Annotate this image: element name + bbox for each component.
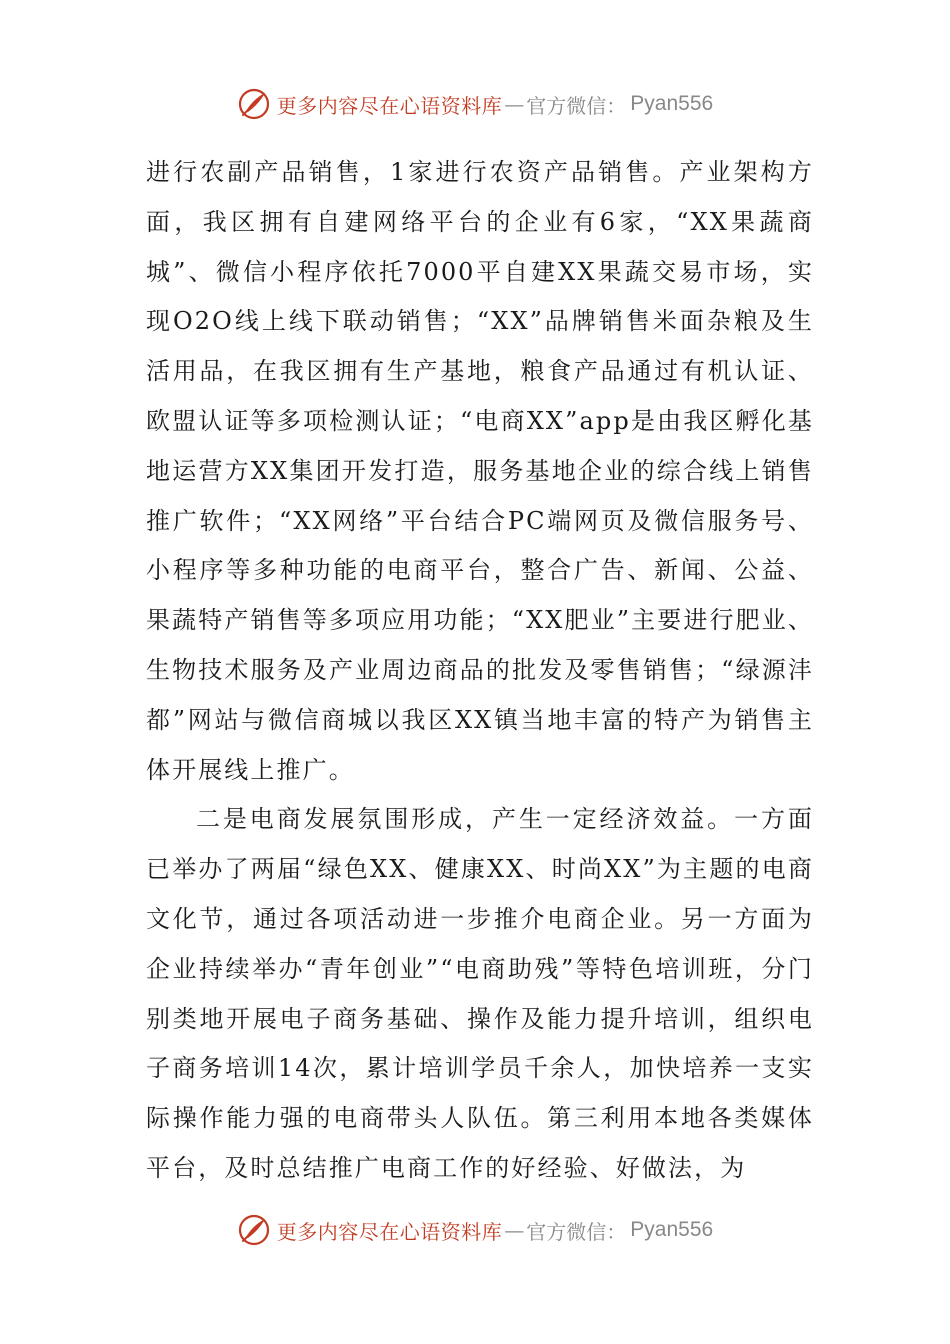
- footer-banner: [0, 1210, 950, 1250]
- header-wechat-label: 官方微信：: [526, 93, 627, 118]
- footer-wechat-label: 官方微信：: [526, 1219, 627, 1244]
- header-brand-text: 更多内容尽在心语资料库: [276, 93, 503, 118]
- footer-wechat-id: Pyan556: [630, 1218, 714, 1241]
- header-wechat-id: Pyan556: [630, 92, 714, 115]
- body-paragraph-1: 进行农副产品销售，1家进行农资产品销售。产业架构方面，我区拥有自建网络平台的企业有6家，“XX果蔬商城”、微信小程序依托7000平自建XX果蔬交易市场，实现O2O线上线下联动销售；“XX”品牌销售米面杂粮及生活用品，在我区拥有生产基地，粮食产品通过有机认证、欧盟认证等多项检测认证；“电商XX”app是由我区孵化基地运营方XX集团开发打造，服务基地企业的综合线上销售推广软件；“XX网络”平台结合PC端网页及微信服务号、小程序等多种功能的电商平台，整合广告、新闻、公益、果蔬特产销售等多项应用功能；“XX肥业”主要进行肥业、生物技术服务及产业周边商品的批发及零售销售；“绿源沣都”网站与微信商城以我区XX镇当地丰富的特产为销售主体开展线上推广。: [146, 158, 814, 784]
- footer-brand-text: 更多内容尽在心语资料库: [276, 1219, 503, 1244]
- footer-dash: —: [504, 1218, 525, 1242]
- header-dash: —: [504, 92, 525, 116]
- document-body: [146, 148, 814, 1194]
- body-paragraph-2: 二是电商发展氛围形成，产生一定经济效益。一方面已举办了两届“绿色XX、健康XX、时尚XX”为主题的电商文化节，通过各项活动进一步推介电商企业。另一方面为企业持续举办“青年创业”“电商助残”等特色培训班，分门别类地开展电子商务基础、操作及能力提升培训，组织电子商务培训14次，累计培训学员千余人，加快培养一支实际操作能力强的电商带头人队伍。第三利用本地各类媒体平台，及时总结推广电商工作的好经验、好做法，为: [146, 805, 814, 1182]
- feather-pen-logo-icon: [237, 87, 271, 121]
- feather-pen-logo-icon: [237, 1213, 271, 1247]
- header-banner: [0, 84, 950, 124]
